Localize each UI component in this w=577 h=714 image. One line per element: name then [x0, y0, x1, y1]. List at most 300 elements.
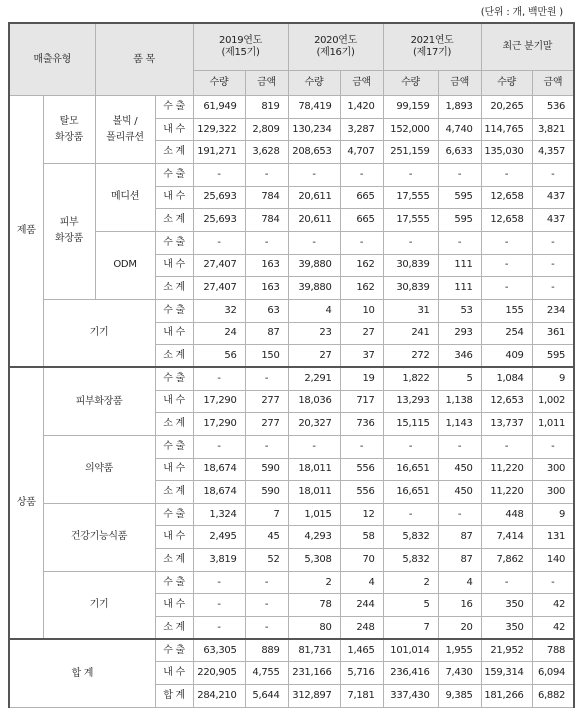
value-cell-text: 717 — [356, 395, 375, 407]
group-goods-text: 상품 — [16, 497, 36, 509]
value-cell-text: 24 — [224, 327, 237, 339]
value-cell — [245, 481, 288, 504]
value-cell — [481, 413, 532, 436]
value-cell — [288, 277, 340, 300]
value-cell-text: - — [504, 576, 509, 588]
value-cell-text: 39,880 — [298, 282, 332, 294]
total-label-text: 합 계 — [71, 667, 94, 679]
value-cell-text: 30,839 — [396, 259, 430, 271]
value-cell-text: 162 — [356, 259, 375, 271]
row-kind-text: 소 계 — [163, 282, 185, 294]
value-cell-text: 19 — [362, 372, 375, 384]
value-cell — [245, 96, 288, 119]
value-cell-text: 135,030 — [484, 146, 524, 158]
value-cell-text: 18,674 — [203, 486, 237, 497]
value-cell — [340, 571, 383, 594]
table-row — [9, 299, 574, 322]
value-cell-text: - — [359, 168, 364, 180]
value-cell — [340, 639, 383, 662]
value-cell-text: 312,897 — [292, 690, 332, 702]
value-cell — [245, 685, 288, 708]
value-cell — [245, 118, 288, 141]
value-cell-text: 12,653 — [490, 395, 524, 407]
row-kind — [155, 118, 193, 141]
value-cell — [532, 186, 574, 209]
line-pharma-text: 의약품 — [84, 463, 114, 475]
value-cell — [438, 96, 481, 119]
row-kind-text: 합 계 — [163, 690, 185, 702]
value-cell — [340, 458, 383, 481]
value-cell — [288, 345, 340, 368]
value-cell-text: 18,011 — [298, 463, 332, 475]
value-cell-text: 17,555 — [396, 191, 430, 203]
value-cell-text: 5,716 — [347, 667, 375, 679]
line-device — [43, 299, 155, 367]
value-cell-text: 5 — [466, 372, 473, 384]
value-cell-text: 20,265 — [490, 100, 524, 112]
value-cell — [340, 118, 383, 141]
value-cell-text: 1,893 — [445, 100, 473, 112]
row-kind — [155, 594, 193, 617]
value-cell-text: 337,430 — [390, 690, 430, 702]
value-cell — [288, 299, 340, 322]
value-cell — [245, 209, 288, 232]
header-row — [9, 23, 574, 71]
line-health-text: 건강기능식품 — [70, 531, 128, 543]
group-product — [9, 96, 43, 368]
unit-note: (단위 : 개, 백만원 ) — [480, 7, 563, 18]
value-cell-text: 20,611 — [298, 191, 332, 203]
table-row — [9, 163, 574, 186]
value-cell-text: 9,385 — [445, 690, 473, 702]
value-cell-text: - — [551, 168, 555, 180]
value-cell-text: 556 — [356, 463, 375, 475]
value-cell-text: 254 — [505, 327, 524, 339]
header-category-text: 매출유형 — [33, 53, 71, 65]
value-cell — [193, 254, 245, 277]
value-cell — [383, 413, 438, 436]
value-cell-text: 45 — [267, 531, 280, 543]
value-cell-text: 80 — [319, 621, 332, 633]
value-cell-text: 27,407 — [203, 282, 237, 294]
value-cell-text: 42 — [552, 621, 566, 633]
value-cell-text: 437 — [546, 191, 566, 203]
table-row — [9, 639, 574, 662]
value-cell-text: 52 — [267, 553, 280, 565]
value-cell-text: 241 — [411, 327, 430, 339]
value-cell-text: 4,755 — [252, 667, 280, 679]
value-cell — [383, 322, 438, 345]
value-cell — [193, 163, 245, 186]
header-amt-text: 금액 — [543, 77, 563, 89]
value-cell-text: 12,658 — [490, 191, 524, 203]
value-cell-text: 18,011 — [298, 486, 332, 497]
value-cell — [481, 254, 532, 277]
value-cell-text: - — [457, 236, 462, 248]
value-cell-text: - — [408, 236, 413, 248]
value-cell — [532, 141, 574, 164]
value-cell-text: 87 — [460, 553, 473, 565]
value-cell-text: 155 — [505, 304, 524, 316]
value-cell — [532, 254, 574, 277]
value-cell — [383, 141, 438, 164]
value-cell — [532, 163, 574, 186]
header-qty-text: 수량 — [304, 77, 324, 89]
value-cell — [481, 367, 532, 390]
value-cell-text: 63,305 — [203, 644, 237, 656]
value-cell — [245, 141, 288, 164]
value-cell-text: 42 — [552, 599, 566, 611]
value-cell-text: 70 — [362, 553, 375, 565]
value-cell — [383, 96, 438, 119]
value-cell-text: 81,731 — [298, 644, 332, 656]
header-category — [9, 23, 95, 96]
value-cell-text: 889 — [261, 644, 280, 656]
line-skincare — [43, 367, 155, 435]
value-cell — [383, 163, 438, 186]
line-hair-removal-text: 탈모 화장품 — [54, 115, 84, 143]
value-cell-text: 18,674 — [203, 463, 237, 475]
value-cell — [288, 639, 340, 662]
value-cell — [383, 435, 438, 458]
value-cell — [438, 322, 481, 345]
line-device2-text: 기기 — [89, 599, 109, 611]
row-kind-text: 소 계 — [163, 418, 185, 430]
row-kind-text: 소 계 — [163, 214, 185, 226]
value-cell — [193, 186, 245, 209]
value-cell-text: 1,138 — [445, 395, 473, 407]
value-cell — [245, 367, 288, 390]
value-cell — [288, 571, 340, 594]
row-kind — [155, 186, 193, 209]
value-cell — [245, 345, 288, 368]
value-cell — [340, 186, 383, 209]
value-cell — [245, 639, 288, 662]
value-cell-text: 450 — [454, 463, 473, 475]
value-cell — [438, 481, 481, 504]
value-cell — [383, 549, 438, 572]
value-cell — [481, 458, 532, 481]
value-cell — [288, 118, 340, 141]
value-cell-text: 4 — [325, 304, 332, 316]
value-cell — [481, 96, 532, 119]
value-cell-text: 5,308 — [304, 553, 332, 565]
value-cell-text: - — [264, 372, 269, 384]
value-cell — [532, 481, 574, 504]
value-cell — [481, 277, 532, 300]
value-cell-text: 191,271 — [197, 146, 237, 158]
value-cell-text: 350 — [505, 599, 524, 611]
value-cell-text: 12 — [362, 508, 375, 520]
row-kind — [155, 571, 193, 594]
value-cell-text: 32 — [224, 304, 237, 316]
value-cell — [383, 662, 438, 685]
value-cell — [481, 481, 532, 504]
header-amt-text: 금액 — [450, 77, 469, 89]
row-kind — [155, 390, 193, 413]
value-cell — [193, 685, 245, 708]
row-kind-text: 수 출 — [163, 168, 185, 180]
header-period — [383, 23, 481, 71]
value-cell — [438, 662, 481, 685]
row-kind-text: 내 수 — [163, 463, 185, 475]
value-cell — [340, 322, 383, 345]
row-kind — [155, 299, 193, 322]
value-cell-text: 437 — [546, 214, 566, 226]
value-cell — [438, 458, 481, 481]
value-cell — [438, 141, 481, 164]
period-year: 2019연도 — [219, 35, 263, 47]
value-cell-text: 595 — [454, 214, 473, 226]
value-cell — [288, 458, 340, 481]
value-cell — [340, 549, 383, 572]
value-cell — [340, 209, 383, 232]
value-cell-text: 448 — [505, 508, 524, 520]
value-cell-text: 2 — [325, 576, 332, 588]
row-kind-text: 수 출 — [163, 508, 185, 520]
value-cell — [193, 322, 245, 345]
value-cell-text: 25,693 — [203, 191, 237, 203]
header-qty — [288, 71, 340, 96]
value-cell-text: 78,419 — [298, 100, 332, 112]
value-cell-text: 17,290 — [203, 418, 237, 430]
period-year: 2020연도 — [314, 35, 358, 47]
value-cell-text: 4,293 — [304, 531, 332, 543]
value-cell-text: 244 — [356, 599, 375, 611]
value-cell — [340, 481, 383, 504]
value-cell — [340, 254, 383, 277]
value-cell-text: 140 — [546, 553, 566, 565]
row-kind-text: 수 출 — [163, 440, 185, 452]
value-cell — [245, 594, 288, 617]
value-cell-text: 4,707 — [347, 146, 375, 158]
value-cell — [193, 141, 245, 164]
value-cell-text: 2,291 — [304, 372, 332, 384]
value-cell-text: 31 — [417, 304, 430, 316]
value-cell-text: 111 — [454, 282, 473, 294]
value-cell-text: 162 — [356, 282, 375, 294]
value-cell-text: 1,420 — [347, 100, 375, 112]
value-cell — [340, 345, 383, 368]
value-cell-text: 99,159 — [396, 100, 430, 112]
value-cell-text: - — [359, 440, 364, 452]
value-cell — [532, 571, 574, 594]
row-kind-text: 소 계 — [163, 146, 185, 158]
value-cell — [481, 345, 532, 368]
value-cell — [340, 299, 383, 322]
value-cell-text: 1,465 — [347, 644, 375, 656]
value-cell-text: 595 — [454, 191, 473, 203]
value-cell-text: 1,324 — [209, 508, 237, 520]
row-kind-text: 수 출 — [163, 236, 185, 248]
row-kind — [155, 662, 193, 685]
value-cell — [481, 390, 532, 413]
value-cell — [340, 390, 383, 413]
table-row — [9, 503, 574, 526]
value-cell-text: 251,159 — [390, 146, 430, 158]
header-amt — [245, 71, 288, 96]
value-cell — [193, 435, 245, 458]
value-cell-text: 248 — [356, 621, 375, 633]
value-cell — [288, 254, 340, 277]
value-cell — [481, 141, 532, 164]
value-cell — [288, 526, 340, 549]
value-cell-text: 58 — [362, 531, 375, 543]
value-cell-text: 236,416 — [390, 667, 430, 679]
value-cell — [245, 526, 288, 549]
value-cell — [438, 639, 481, 662]
value-cell — [245, 435, 288, 458]
value-cell-text: - — [551, 440, 555, 452]
value-cell-text: - — [457, 508, 462, 520]
value-cell — [340, 435, 383, 458]
value-cell-text: 16 — [460, 599, 473, 611]
value-cell-text: 7 — [273, 508, 280, 520]
period-term: (제16기) — [316, 47, 355, 59]
value-cell-text: - — [359, 236, 364, 248]
value-cell — [532, 458, 574, 481]
value-cell — [438, 186, 481, 209]
value-cell — [438, 526, 481, 549]
value-cell-text: 665 — [356, 214, 375, 226]
value-cell-text: 556 — [356, 486, 375, 497]
value-cell-text: 18,036 — [298, 395, 332, 407]
value-cell — [532, 231, 574, 254]
value-cell-text: 23 — [319, 327, 332, 339]
row-kind-text: 내 수 — [163, 259, 185, 271]
value-cell — [438, 571, 481, 594]
value-cell — [245, 163, 288, 186]
value-cell-text: 450 — [454, 486, 473, 497]
value-cell — [193, 390, 245, 413]
header-period — [288, 23, 383, 71]
value-cell-text: - — [264, 576, 269, 588]
value-cell — [383, 254, 438, 277]
value-cell — [288, 390, 340, 413]
value-cell — [383, 594, 438, 617]
value-cell-text: 15,115 — [396, 418, 430, 430]
value-cell-text: - — [457, 440, 462, 452]
value-cell-text: 1,011 — [537, 418, 566, 430]
header-period — [481, 23, 574, 71]
period-year: 2021연도 — [410, 35, 454, 47]
row-kind-text: 수 출 — [163, 372, 185, 384]
value-cell — [245, 231, 288, 254]
value-cell-text: 6,633 — [445, 146, 473, 158]
value-cell-text: 9 — [559, 508, 566, 520]
value-cell — [383, 390, 438, 413]
value-cell — [532, 685, 574, 708]
value-cell — [383, 481, 438, 504]
value-cell — [481, 299, 532, 322]
value-cell — [288, 163, 340, 186]
value-cell-text: 7,862 — [496, 553, 524, 565]
row-kind-text: 수 출 — [163, 100, 185, 112]
value-cell — [340, 141, 383, 164]
value-cell-text: 208,653 — [292, 146, 332, 158]
value-cell-text: 595 — [546, 349, 566, 361]
value-cell — [288, 594, 340, 617]
table-row — [9, 571, 574, 594]
value-cell — [438, 617, 481, 640]
value-cell — [193, 639, 245, 662]
value-cell — [383, 277, 438, 300]
value-cell — [340, 685, 383, 708]
value-cell — [438, 594, 481, 617]
value-cell-text: 37 — [362, 349, 375, 361]
value-cell-text: 346 — [454, 349, 473, 361]
value-cell — [481, 639, 532, 662]
value-cell-text: 220,905 — [197, 667, 237, 679]
value-cell-text: 152,000 — [390, 123, 430, 135]
row-kind — [155, 481, 193, 504]
value-cell-text: 1,002 — [537, 395, 566, 407]
value-cell-text: 2 — [423, 576, 430, 588]
value-cell-text: 7,414 — [496, 531, 524, 543]
value-cell-text: 788 — [546, 644, 566, 656]
value-cell-text: - — [264, 168, 269, 180]
value-cell — [532, 662, 574, 685]
row-kind-text: 내 수 — [163, 191, 185, 203]
value-cell-text: 6,094 — [537, 667, 566, 679]
value-cell — [481, 526, 532, 549]
value-cell-text: 20,327 — [298, 418, 332, 430]
value-cell — [193, 617, 245, 640]
value-cell — [481, 186, 532, 209]
value-cell — [438, 118, 481, 141]
value-cell-text: 784 — [261, 214, 280, 226]
row-kind — [155, 277, 193, 300]
value-cell — [532, 322, 574, 345]
value-cell-text: 272 — [411, 349, 430, 361]
value-cell-text: - — [408, 168, 413, 180]
value-cell — [383, 639, 438, 662]
value-cell-text: - — [264, 599, 269, 611]
row-kind-text: 내 수 — [163, 395, 185, 407]
value-cell — [532, 299, 574, 322]
value-cell-text: 39,880 — [298, 259, 332, 271]
value-cell-text: 13,293 — [396, 395, 430, 407]
value-cell — [383, 617, 438, 640]
value-cell — [438, 390, 481, 413]
value-cell-text: 7,181 — [347, 690, 375, 702]
header-qty-text: 수량 — [209, 77, 229, 89]
value-cell — [245, 571, 288, 594]
value-cell — [481, 594, 532, 617]
value-cell — [438, 413, 481, 436]
line-device-text: 기기 — [89, 327, 109, 339]
value-cell-text: 1,084 — [496, 372, 524, 384]
value-cell-text: - — [312, 168, 316, 180]
value-cell — [193, 299, 245, 322]
value-cell — [481, 571, 532, 594]
value-cell — [383, 685, 438, 708]
value-cell-text: - — [551, 576, 555, 588]
value-cell-text: 784 — [261, 191, 280, 203]
value-cell — [481, 685, 532, 708]
value-cell — [288, 96, 340, 119]
value-cell-text: 131 — [546, 531, 566, 543]
header-qty — [193, 71, 245, 96]
value-cell-text: 20 — [460, 621, 473, 633]
value-cell — [383, 299, 438, 322]
value-cell-text: 12,658 — [490, 214, 524, 226]
value-cell-text: 5,832 — [402, 531, 430, 543]
value-cell — [193, 481, 245, 504]
value-cell — [193, 96, 245, 119]
value-cell-text: - — [504, 440, 509, 452]
row-kind — [155, 367, 193, 390]
